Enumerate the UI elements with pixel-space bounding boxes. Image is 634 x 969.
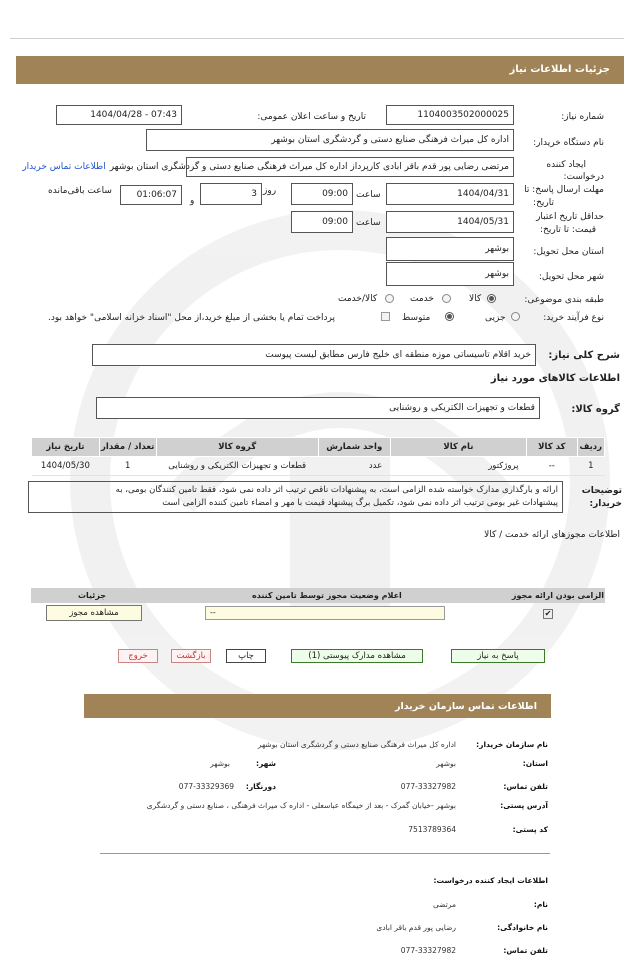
validity-time-label: ساعت bbox=[356, 218, 381, 228]
creator-phone-value: 077-33327982 bbox=[400, 946, 456, 955]
creator-field bbox=[22, 157, 514, 177]
permits-col-required: الزامی بودن ارائه مجوز bbox=[511, 591, 604, 600]
payment-note: پرداخت تمام یا بخشی از مبلغ خرید،از محل "اسناد خزانه اسلامی" خواهد بود. bbox=[48, 313, 336, 323]
deadline-label-1: مهلت ارسال پاسخ: تا bbox=[524, 185, 604, 195]
page-header bbox=[16, 56, 624, 84]
notes-label-2: خریدار: bbox=[589, 499, 622, 509]
process-label: نوع فرآیند خرید: bbox=[543, 313, 604, 323]
need-number-label: شماره نیاز: bbox=[561, 112, 604, 122]
items-table-header bbox=[32, 438, 605, 457]
contact-org-label: نام سازمان خریدار: bbox=[476, 740, 548, 749]
and-label: و bbox=[190, 196, 195, 206]
col-row: ردیف bbox=[577, 438, 604, 457]
summary-field: خرید اقلام تاسیساتی موزه منطقه ای خلیج فارس مطابق لیست پیوست bbox=[92, 344, 536, 366]
contact-header bbox=[84, 694, 551, 718]
category-radio-goods[interactable] bbox=[487, 294, 496, 303]
days-field: 3 bbox=[200, 183, 262, 205]
permits-col-status: اعلام وضعیت مجوز توسط تامین کننده bbox=[252, 591, 402, 600]
process-option-minor: جزیی bbox=[485, 313, 506, 323]
cell-unit: عدد bbox=[318, 457, 390, 476]
category-label: طبقه بندی موضوعی: bbox=[524, 295, 604, 305]
deadline-time-field: 09:00 bbox=[291, 183, 353, 205]
contact-divider bbox=[100, 853, 550, 854]
items-table bbox=[31, 437, 605, 476]
contact-phone-value: 077-33327982 bbox=[400, 782, 456, 791]
day-label: روز bbox=[263, 186, 277, 196]
contact-fax-label: دورنگار: bbox=[245, 782, 276, 791]
notes-line-1: ارائه و بارگذاری مدارک خواسته شده الزامی است، به پیشنهادات ناقص ترتیب اثر داده نمی شود، فقط تامین کنندگان بومی، به bbox=[115, 485, 558, 495]
permit-required-checkbox[interactable]: ✔ bbox=[544, 609, 552, 618]
col-qty: تعداد / مقدار bbox=[99, 438, 156, 457]
col-date: تاریخ نیاز bbox=[32, 438, 100, 457]
treasury-checkbox[interactable] bbox=[381, 312, 390, 321]
cell-group: قطعات و تجهیزات الکتریکی و روشنایی bbox=[156, 457, 318, 476]
exit-button[interactable]: خروج bbox=[118, 649, 158, 663]
creator-link[interactable]: اطلاعات تماس خریدار bbox=[22, 162, 106, 172]
page-title: جزئیات اطلاعات نیاز bbox=[509, 64, 610, 75]
col-name: نام کالا bbox=[390, 438, 526, 457]
contact-org-value: اداره کل میراث فرهنگی صنایع دستی و گردشگری استان بوشهر bbox=[257, 740, 456, 749]
contact-province-label: استان: bbox=[522, 759, 548, 768]
province-field: بوشهر bbox=[386, 237, 514, 261]
group-field: قطعات و تجهیزات الکتریکی و روشنایی bbox=[96, 397, 540, 419]
creator-phone-label: تلفن تماس: bbox=[503, 946, 548, 955]
group-label: گروه کالا: bbox=[571, 404, 620, 415]
permits-title: اطلاعات مجوزهای ارائه خدمت / کالا bbox=[484, 530, 620, 540]
contact-address-value: بوشهر -خیابان گمرک - بعد از خیمگاه عباسعلی - اداره ک میراث فرهنگی ، صنایع دستی و گردشگری bbox=[146, 801, 456, 810]
deadline-time-label: ساعت bbox=[356, 190, 381, 200]
goods-info-title: اطلاعات کالاهای مورد نیاز bbox=[490, 373, 620, 384]
process-radio-minor[interactable] bbox=[511, 312, 520, 321]
col-group: گروه کالا bbox=[156, 438, 318, 457]
cell-name: پروژکتور bbox=[390, 457, 526, 476]
attachments-button[interactable]: مشاهده مدارک پیوستی (1) bbox=[291, 649, 423, 663]
notes-box bbox=[28, 481, 563, 513]
deadline-date-field: 1404/04/31 bbox=[386, 183, 514, 205]
summary-label: شرح کلی نیاز: bbox=[548, 350, 620, 361]
category-radio-both[interactable] bbox=[385, 294, 394, 303]
notes-line-2: پیشنهادات غیر بومی ترتیب اثر داده نمی شود، تکمیل برگ پیشنهاد قیمت با مهر و امضاء تامین کننده الزامی است bbox=[162, 498, 558, 508]
creator-family-value: رضایی پور قدم باقر ابادی bbox=[376, 923, 456, 932]
validity-label-2: قیمت: تا تاریخ: bbox=[540, 225, 596, 235]
city-field: بوشهر bbox=[386, 262, 514, 286]
validity-date-field: 1404/05/31 bbox=[386, 211, 514, 233]
contact-city-label: شهر: bbox=[256, 759, 276, 768]
creator-name-value: مرتضی bbox=[433, 900, 456, 909]
cell-row: 1 bbox=[577, 457, 604, 476]
contact-phone-label: تلفن تماس: bbox=[503, 782, 548, 791]
top-divider bbox=[10, 38, 624, 39]
province-label: استان محل تحویل: bbox=[533, 247, 604, 257]
permit-status-field: -- bbox=[205, 606, 445, 620]
remaining-time-field: 01:06:07 bbox=[120, 185, 182, 205]
need-number-field: 1104003502000025 bbox=[386, 105, 514, 125]
col-unit: واحد شمارش bbox=[318, 438, 390, 457]
creator-info-title: اطلاعات ایجاد کننده درخواست: bbox=[433, 876, 548, 885]
remaining-label: ساعت باقی‌مانده bbox=[48, 186, 112, 196]
buyer-field: اداره کل میراث فرهنگی صنایع دستی و گردشگری استان بوشهر bbox=[146, 129, 514, 151]
category-option-both: کالا/خدمت bbox=[338, 294, 378, 304]
contact-fax-value: 077-33329369 bbox=[178, 782, 234, 791]
back-button[interactable]: بازگشت bbox=[171, 649, 211, 663]
contact-address-label: آدرس پستی: bbox=[500, 801, 548, 810]
announce-label: تاریخ و ساعت اعلان عمومی: bbox=[257, 112, 366, 122]
creator-label-1: ایجاد کننده bbox=[546, 160, 586, 170]
cell-qty: 1 bbox=[99, 457, 156, 476]
announce-field: 1404/04/28 - 07:43 bbox=[56, 105, 182, 125]
cell-code: -- bbox=[527, 457, 577, 476]
process-radio-medium[interactable] bbox=[445, 312, 454, 321]
contact-province-value: بوشهر bbox=[436, 759, 456, 768]
notes-label-1: توضیحات bbox=[581, 486, 622, 496]
contact-title: اطلاعات تماس سازمان خریدار bbox=[394, 701, 537, 712]
category-option-service: خدمت bbox=[410, 294, 434, 304]
category-radio-service[interactable] bbox=[442, 294, 451, 303]
category-option-goods: کالا bbox=[469, 294, 482, 304]
validity-label-1: حداقل تاریخ اعتبار bbox=[536, 212, 604, 222]
validity-time-field: 09:00 bbox=[291, 211, 353, 233]
contact-postal-value: 7513789364 bbox=[408, 825, 456, 834]
print-button[interactable]: چاپ bbox=[226, 649, 266, 663]
table-row bbox=[32, 457, 605, 476]
deadline-label-2: تاریخ: bbox=[533, 198, 554, 208]
city-label: شهر محل تحویل: bbox=[538, 272, 604, 282]
contact-postal-label: کد پستی: bbox=[512, 825, 548, 834]
view-permit-button[interactable]: مشاهده مجوز bbox=[46, 605, 142, 621]
creator-family-label: نام خانوادگی: bbox=[497, 923, 548, 932]
cell-date: 1404/05/30 bbox=[32, 457, 100, 476]
contact-city-value: بوشهر bbox=[210, 759, 230, 768]
watermark-logo bbox=[60, 200, 620, 760]
buyer-label: نام دستگاه خریدار: bbox=[533, 138, 604, 148]
creator-value: مرتضی رضایی پور قدم باقر ابادی کارپرداز اداره کل میراث فرهنگی صنایع دستی و گردشگری استان بوشهر bbox=[109, 162, 509, 172]
creator-name-label: نام: bbox=[533, 900, 548, 909]
process-option-medium: متوسط bbox=[402, 313, 431, 323]
reply-button[interactable]: پاسخ به نیاز bbox=[451, 649, 545, 663]
creator-label-2: درخواست: bbox=[563, 172, 604, 182]
col-code: کد کالا bbox=[527, 438, 577, 457]
permits-col-details: جزئیات bbox=[78, 591, 107, 600]
